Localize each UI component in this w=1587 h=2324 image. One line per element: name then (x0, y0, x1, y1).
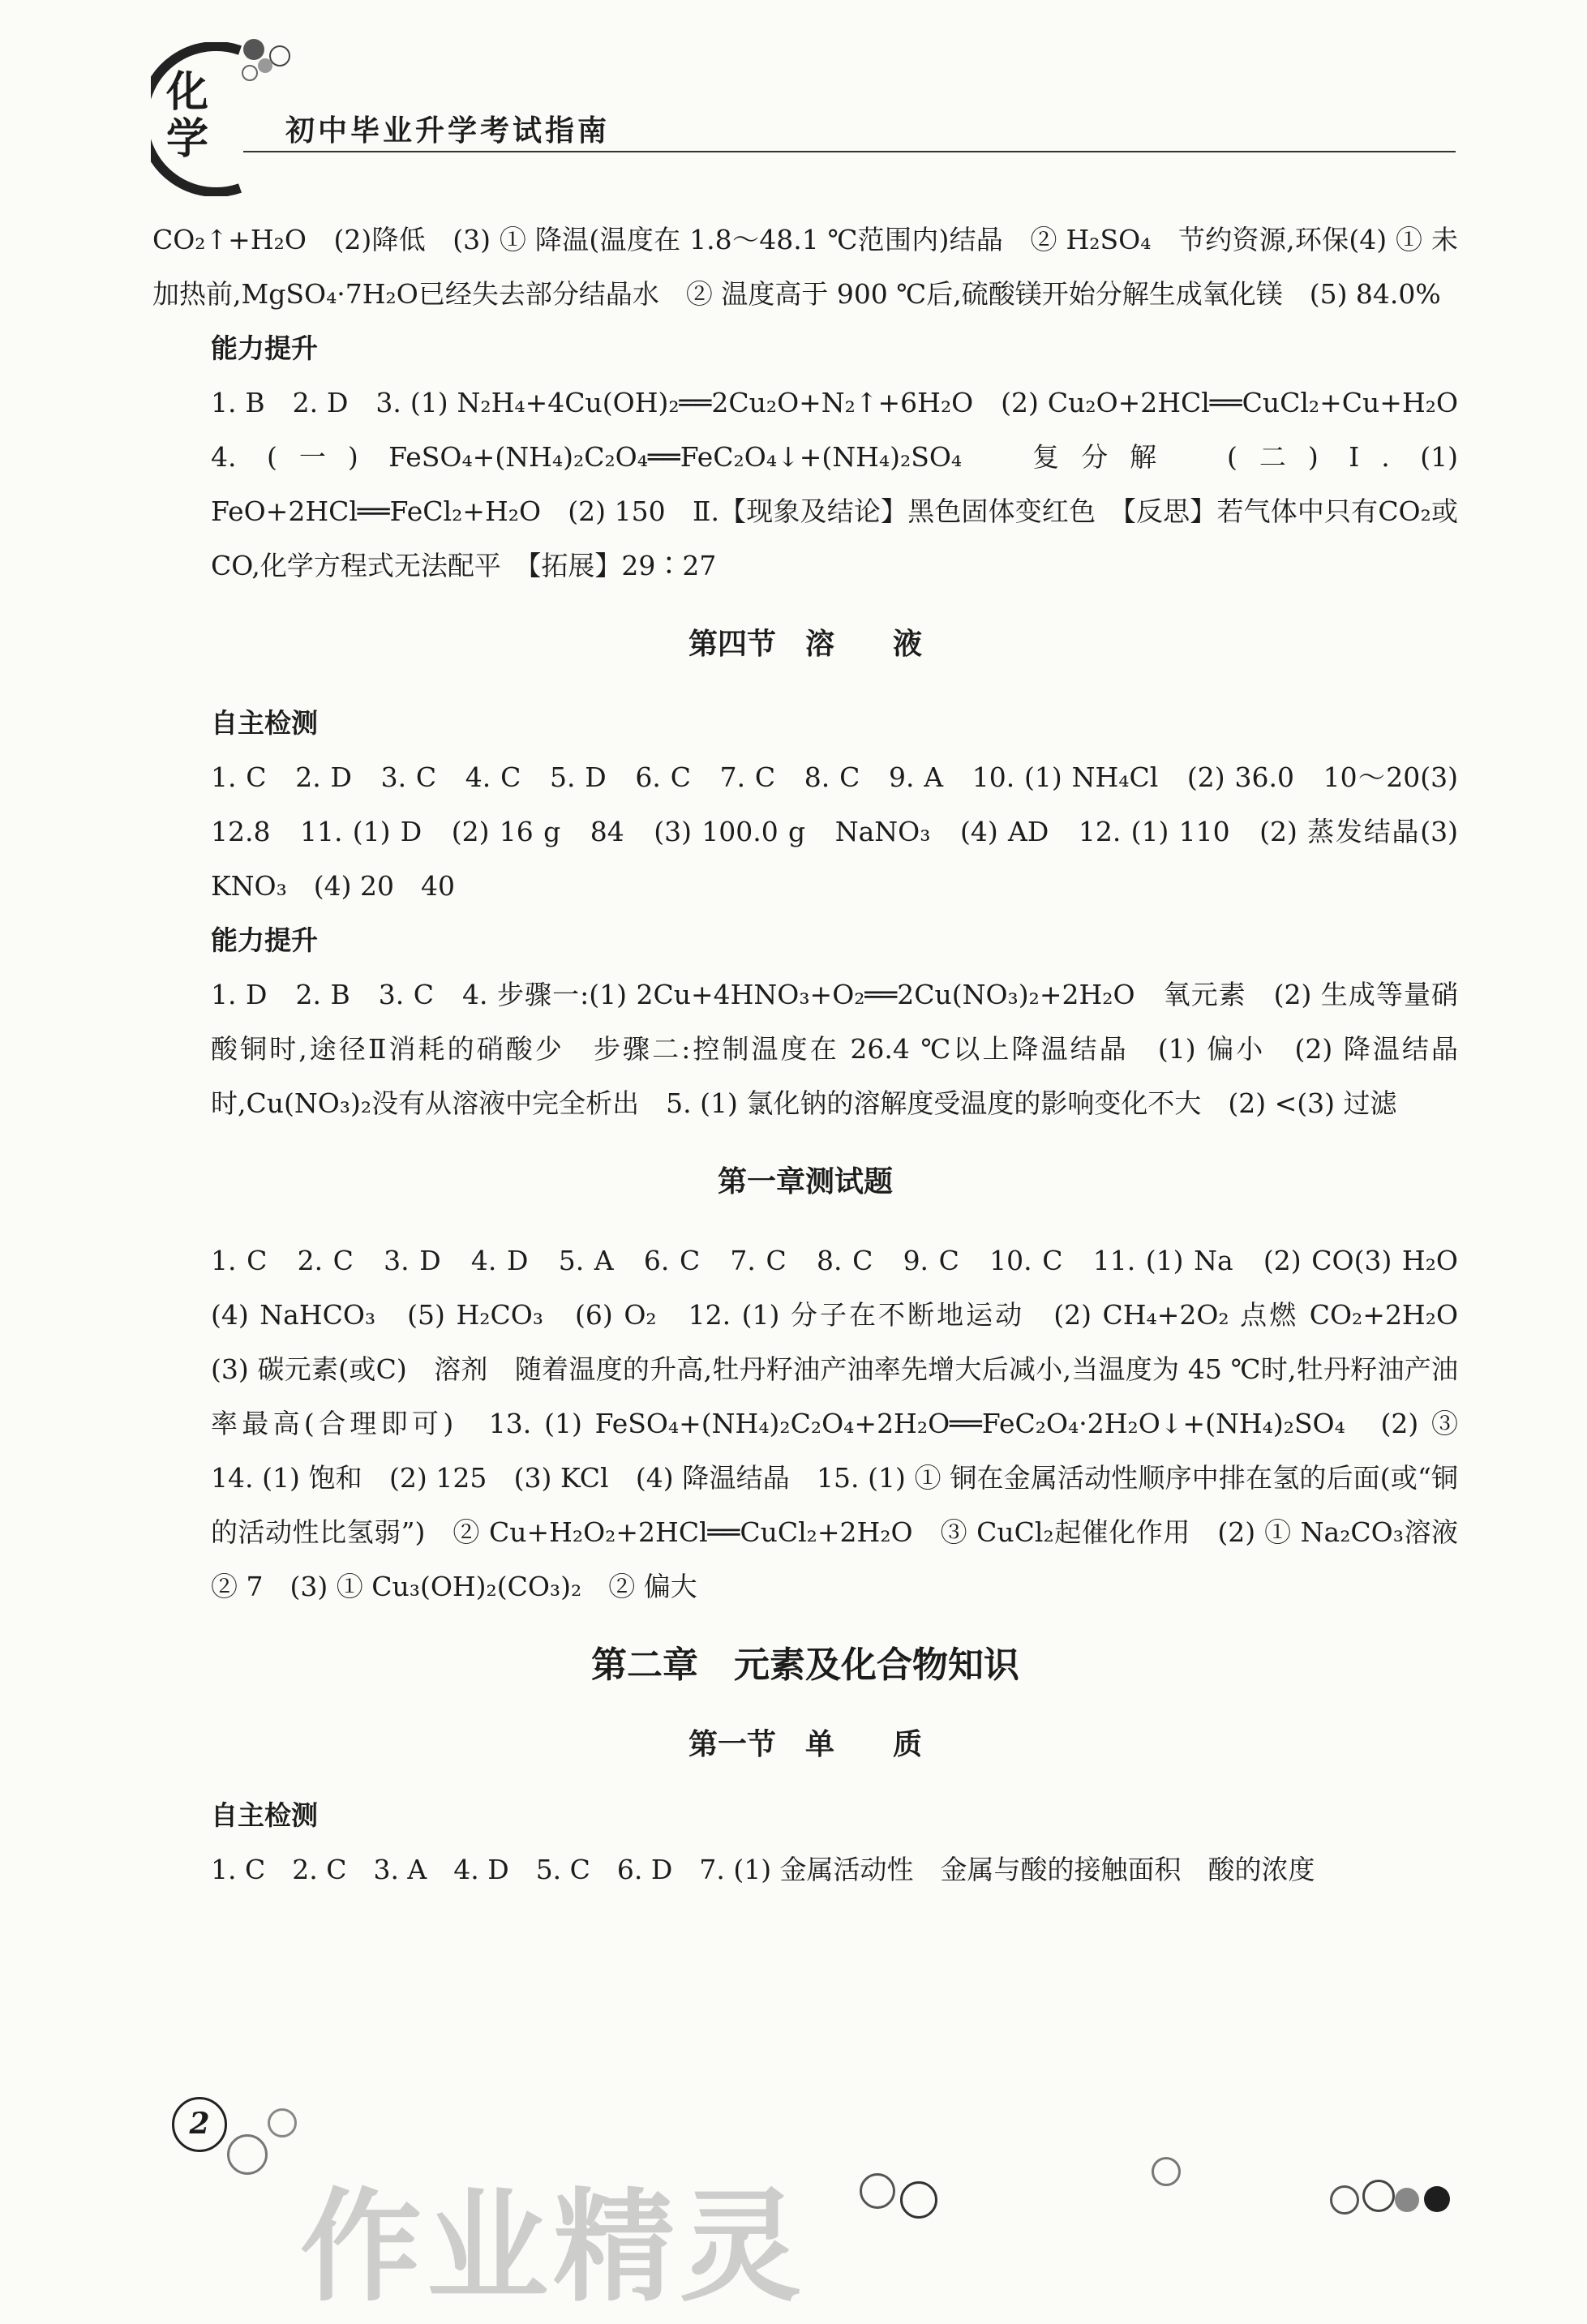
decor-circle (1395, 2188, 1419, 2212)
decor-circle (1152, 2157, 1181, 2186)
section-title: 第四节 溶 液 (688, 628, 922, 661)
section-title: 第一章测试题 (717, 1165, 893, 1198)
subsection-heading: 能力提升 (211, 332, 318, 364)
subject-label-top: 化 (166, 67, 209, 117)
page-number: 2 (172, 2097, 227, 2152)
decor-circle (269, 45, 290, 66)
chapter-title: 第二章 元素及化合物知识 (591, 1644, 1019, 1686)
decor-circle (242, 65, 258, 81)
subsection-heading: 自主检测 (211, 1799, 318, 1831)
answer-content (152, 212, 1485, 1897)
answer-paragraph: CO₂↑+H₂O (2)降低 (3) ① 降温(温度在 1.8～48.1 ℃范围内)结晶 ② H₂SO₄ 节约资源,环保(4) ① 未加热前,MgSO₄·7H₂O已经失去部分结晶水 ② 温度高于 900 ℃后,硫酸镁开始分解生成氧化镁 (5) 84.0% (152, 224, 1458, 310)
answer-paragraph: 1. C 2. D 3. C 4. C 5. D 6. C 7. C 8. C 9. A 10. (1) NH₄Cl (2) 36.0 10～20(3) 12.8 11. (1) D (2) 16 g 84 (3) 100.0 g NaNO₃ (4) AD 12. (1) 110 (2) 蒸发结晶(3) KNO₃ (4) 20 40 (211, 761, 1458, 902)
decor-circle (1330, 2185, 1359, 2215)
decor-circle (243, 39, 264, 60)
answer-paragraph: 1. D 2. B 3. C 4. 步骤一:(1) 2Cu+4HNO₃+O₂══2Cu(NO₃)₂+2H₂O 氧元素 (2) 生成等量硝酸铜时,途径Ⅱ消耗的硝酸少 步骤二:控制温度在 26.4 ℃以上降温结晶 (1) 偏小 (2) 降温结晶时,Cu(NO₃)₂没有从溶液中完全析出 5. (1) 氯化钠的溶解度受温度的影响变化不大 (2) <(3) 过滤 (211, 979, 1458, 1119)
watermark-logo: 作业精灵 (300, 2177, 807, 2318)
subsection-heading: 自主检测 (211, 707, 318, 739)
answer-paragraph: 1. C 2. C 3. A 4. D 5. C 6. D 7. (1) 金属活动性 金属与酸的接触面积 酸的浓度 (211, 1854, 1315, 1885)
decor-circle (860, 2173, 895, 2209)
decor-circle (1362, 2180, 1395, 2212)
subject-label-bottom: 学 (166, 114, 209, 164)
section-title: 第一节 单 质 (688, 1728, 922, 1761)
decor-circle (268, 2108, 297, 2137)
answer-paragraph: 1. C 2. C 3. D 4. D 5. A 6. C 7. C 8. C 9. C 10. C 11. (1) Na (2) CO(3) H₂O (4) NaHCO₃ (5) H₂CO₃ (6) O₂ 12. (1) 分子在不断地运动 (2) CH₄+2O₂ 点燃 CO₂+2H₂O (3) 碳元素(或C) 溶剂 随着温度的升高,牡丹籽油产油率先增大后减小,当温度为 45 ℃时,牡丹籽油产油率最高(合理即可) 13. (1) FeSO₄+(NH₄)₂C₂O₄+2H₂O══FeC₂O₄·2H₂O↓+(NH₄)₂SO₄ (2) ③ 14. (1) 饱和 (2) 125 (3) KCl (4) 降温结晶 15. (1) ① 铜在金属活动性顺序中排在氢的后面(或“铜的活动性比氢弱”) ② Cu+H₂O₂+2HCl══CuCl₂+2H₂O ③ CuCl₂起催化作用 (2) ① Na₂CO₃溶液 ② 7 (3) ① Cu₃(OH)₂(CO₃)₂ ② 偏大 (211, 1245, 1485, 1602)
decor-circle (258, 58, 272, 73)
book-title: 初中毕业升学考试指南 (285, 114, 611, 148)
header-divider (243, 151, 1456, 152)
answer-paragraph: 1. B 2. D 3. (1) N₂H₄+4Cu(OH)₂══2Cu₂O+N₂↑+6H₂O (2) Cu₂O+2HCl══CuCl₂+Cu+H₂O 4. (一) FeSO₄+(NH₄)₂C₂O₄══FeC₂O₄↓+(NH₄)₂SO₄ 复分解 (二) Ⅰ. (1) FeO+2HCl══FeCl₂+H₂O (2) 150 Ⅱ.【现象及结论】黑色固体变红色 【反思】若气体中只有CO₂或CO,化学方程式无法配平 【拓展】29∶27 (211, 387, 1485, 581)
decor-circle (900, 2181, 937, 2219)
subsection-heading: 能力提升 (211, 924, 318, 956)
decor-circle (227, 2134, 268, 2175)
decor-circle (1424, 2186, 1450, 2212)
